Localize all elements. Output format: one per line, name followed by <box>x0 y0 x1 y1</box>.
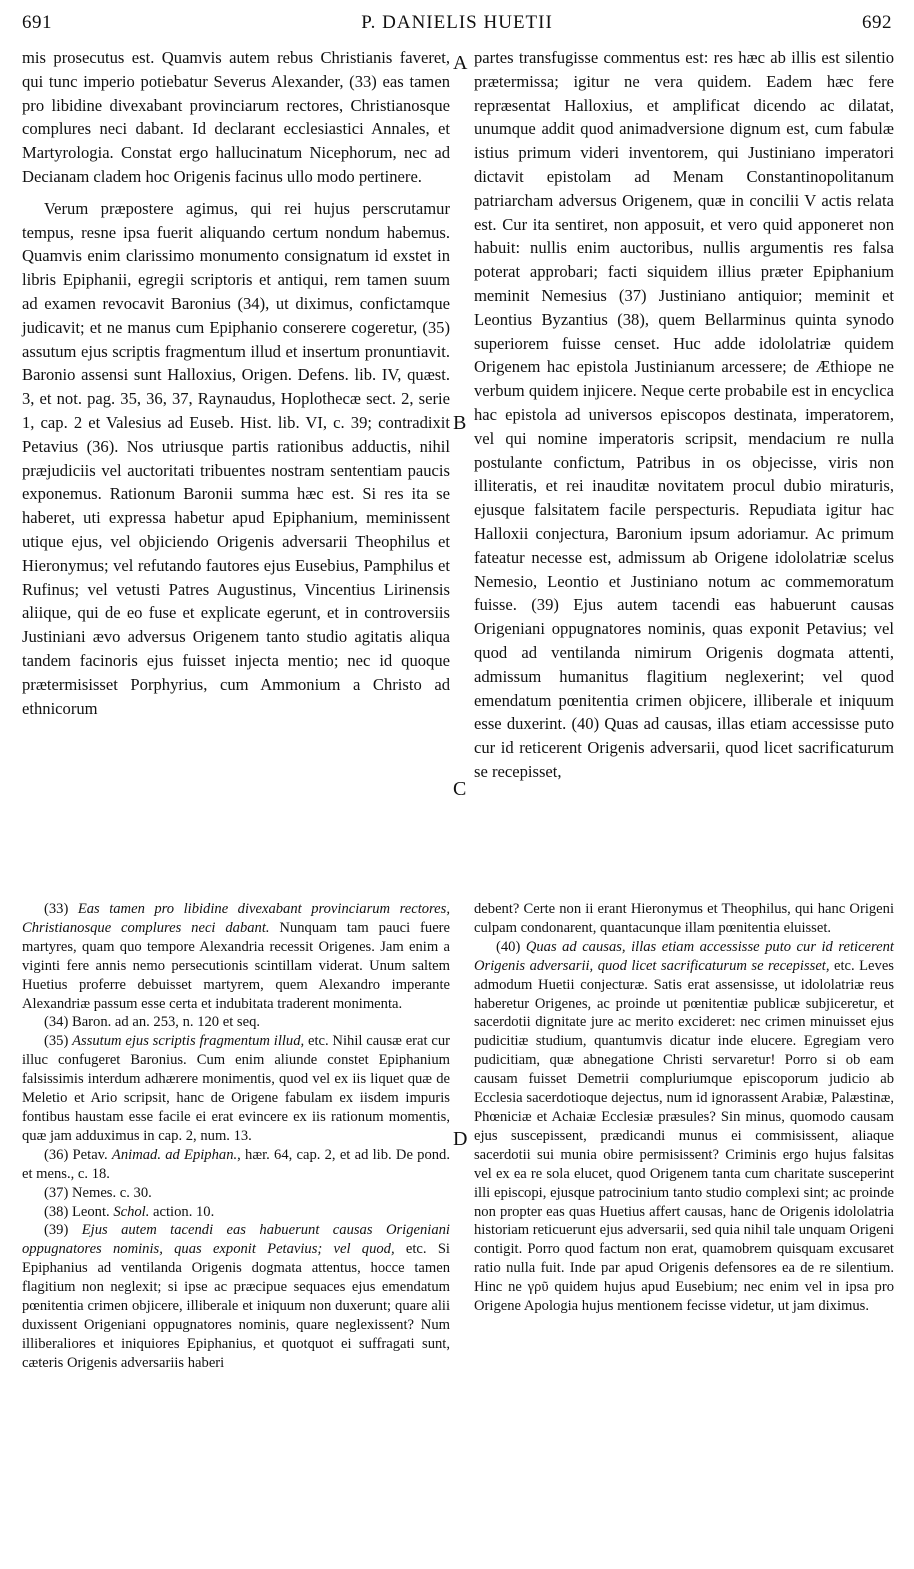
right-text-column <box>474 46 894 784</box>
footnote-37: (37) Nemes. c. 30. <box>44 1184 152 1201</box>
footnote-34: (34) Baron. ad an. 253, n. 120 et seq. <box>44 1014 261 1031</box>
left-footnotes <box>22 900 450 1373</box>
footnote-39: (39) Ejus autem tacendi eas habuerunt causas Origeniani oppugnatores nominis, quas exponit Petavius; vel quod, etc. Si Epiphanius ad ventilanda Origenis dogmata attentus, hocce tamen flagitium non neglexit; si ipse ac præcipue sequaces ejus emendatum pœnitentia crimen objicere, illiberale et iniquum non duxerunt; quare alii duxissent Origeniani oppugnatores nominis, quare neglexissent? Num illiberaliores et iniquiores Epiphanius, et quotquot ei suffragati sunt, cæteris Origenis adversariis haberi <box>22 1222 450 1371</box>
margin-letter-a: A <box>453 52 468 74</box>
footnote-40: (40) Quas ad causas, illas etiam accessisse puto cur id reticerent Origenis adversarii, quod licet sacrificaturum se recepisset, etc. Leves admodum Huetii conjecturæ. Satis erat assensisse, ut idololatriæ reus haberetur Origenes, ac proinde ut pœnitentiæ publicæ subjiceretur, et sacerdotii dignitate jure ac merito excideret: nec crimen minuisset ejus pudicitiæ studium, quantumvis dicatur inde elucere. Egregiam vero pudicitiam, quæ abnegatione Christi servaretur! Porro si ob eam causam fuisset Demetrii compluriumque episcoporum judicio ab Ecclesia sacerdotioque dejectus, num id ignorassent Arabiæ, Palæstinæ, Phœniciæ et Achaiæ Ecclesiæ præsules? Sin minus, quomodo causam ejus suscepissent, prædicandi munus ei commisissent, aliaque sacerdotii sui munia obire permisissent? Criminis ergo hujus falsitas vel ex ea re sola elucet, quod Origenem tanta cum charitate susceperint illi episcopi, ejusque patrocinium tanto studio complexi sint; ac proinde non propter eas quas Huetius affert causas, hanc de Origenis idololatria historiam reticuerunt ejus adversarii, sed quia nihil tale unquam Origeni contigit. Porro quod factum non erat, quamobrem quisquam excusaret ratio nulla fuit. Inde par apud Origenis defensores ea de re silentium. Hinc ne γρῦ quidem hujus apud Eusebium; nec enim vel in ipsa pro Origene Apologia hujus mentionem fecisse videtur, ut jam diximus. <box>474 938 894 1315</box>
margin-letter-b: B <box>453 412 467 434</box>
page-number-right: 692 <box>862 12 892 33</box>
right-paragraph-1: partes transfugisse commentus est: res hæc ab illis est silentio prætermissa; igitur ne vera quidem. Eadem hæc fere repræsentat Halloxius, et amplificat dicendo ac dilatat, unumque addit quod animadversione dignum est, cum fabulæ istius primum videri inventorem, qui Justiniano imperatori dictavit epistolam ad Menam Constantinopolitanum patriarcham adversus Origenem, quæ in concilii V actis relata est. Cur ita sentiret, non apposuit, et vero quid apponeret non habuit: nullis enim auctoribus, nullis argumentis res falsa poterat approbari; facti siquidem illius præter Epiphanium meminit Nemesius (37) Justiniano antiquior; meminit et Leontius Byzantius (38), quem Bellarminus quinta synodo superiorem fuisse censet. Huc adde idololatriæ quidem Origenem hac epistola Justinianum arcessere; de Æthiope ne verbum quidem injicere. Neque certe probabile est in encyclica hac epistola ad universos episcopos destinata, imperatorem, vel qui nomine imperatoris scripsit, mendacium re nulla postulante confictum, Patribus in os objecisse, viris non illiteratis, et rei inauditæ novitatem procul dubio miraturis, ejusque falsitatem facile perspecturis. Repudiata igitur hac Halloxii conjectura, Baronium ipsum adoriamur. Ac primum fateatur necesse est, admissum ab Origene idololatriæ scelus Nemesio, Leontio et Justiniano notum ac commemoratum fuisse. (39) Ejus autem tacendi eas habuerunt causas Origeniani oppugnatores nominis, quas exponit Petavius; vel quod ad ventilanda nimirum Origenis dogmata attenti, admissum humanitus flagitium neglexerint; vel quod emendatum pœnitentia crimen objicere, illiberale et iniquum esse duxerint. (40) Quas ad causas, illas etiam accessisse puto cur id reticerent Origenis adversarii, quod licet sacrificaturum se recepisset, <box>474 48 894 781</box>
running-title: P. DANIELIS HUETII <box>361 12 553 33</box>
footnote-38: (38) Leont. Schol. action. 10. <box>44 1203 215 1220</box>
margin-letter-c: C <box>453 778 467 800</box>
footnote-36: (36) Petav. Animad. ad Epiphan., hær. 64, cap. 2, et ad lib. De pond. et mens., c. 18. <box>22 1146 450 1182</box>
footnote-39-continued: debent? Certe non ii erant Hieronymus et Theophilus, qui hanc Origeni culpam condonarent, quantacunque illam pœnitentia eluisset. <box>474 901 894 936</box>
right-footnotes <box>474 900 894 1316</box>
left-paragraph-2: Verum præpostere agimus, qui rei hujus perscrutamur tempus, resne ipsa fuerit aliquando certum nondum habemus. Quamvis enim clarissimo monumento consignatum id exstet in libris Epiphanii, egregii scriptoris et antiqui, rem tamen suum ad examen revocavit Baronius (34), ut diximus, confictamque judicavit; et ne manus cum Epiphanio conserere cogeretur, (35) assutum ejus scriptis fragmentum illud et insertum pronuntiavit. Baronio assensi sunt Halloxius, Origen. Defens. lib. IV, quæst. 3, et not. pag. 35, 36, 37, Raynaudus, Hoplothecæ sect. 2, serie 1, cap. 2 et Valesius ad Euseb. Hist. lib. VI, c. 39; contradixit Petavius (36). Nos utriusque partis rationibus adductis, nihil præjudiciis vel auctoritati tribuentes nostram sententiam paucis exponemus. Rationum Baronii summa hæc est. Si res ita se haberet, uti expressa habetur apud Epiphanium, meminissent utique ejus, vel objiciendo Origenis adversarii Theophilus et Hieronymus; vel refutando fautores ejus Eusebius, Pamphilus et Rufinus; vel vetusti Patres Augustinus, Vincentius Lirinensis aliique, qui de eo fuse et explicate egerunt, et in controversiis Justiniani ævo adversus Origenem tanto studio agitatis aliqua tandem facinoris ejus fuisset injecta mentio; nec id quoque prætermisisset Porphyrius, cum Ammonium a Christo ad ethnicorum <box>22 198 450 718</box>
footnote-35: (35) Assutum ejus scriptis fragmentum illud, etc. Nihil causæ erat cur illuc confugeret Baronius. Cum enim aliunde constet Epiphanium falsissimis interdum adhærere monimentis, quod vel ex iis liquet quæ de Meletio et Ario scripsit, hanc de Origene fabulam ex iisdem impuris fontibus haustam esse facile ei erat evincere ex iis rationum momentis, quæ jam adduximus in cap. 2, num. 13. <box>22 1033 450 1144</box>
running-header <box>22 12 892 38</box>
page-number-left: 691 <box>22 12 52 33</box>
footnote-33: (33) Eas tamen pro libidine divexabant provinciarum rectores, Christianosque complures neci dabant. Nunquam tam pauci fuere martyres, quam quo tempore Alexandria recessit Origenes. Jam enim a viginti fere annis nemo persecutionis scintillam viderat. Unum saltem Huetius proferre debuisset martyrem, quem Alexandro imperante Alexandriæ passum esse certa et indubitata traderent monimenta. <box>22 901 451 1012</box>
left-paragraph-1: mis prosecutus est. Quamvis autem rebus Christianis faveret, qui tunc imperio potiebatur Severus Alexander, (33) eas tamen pro libidine divexabant provinciarum rectores, Christianosque complures neci dabant. Id declarant ecclesiastici Annales, et Martyrologia. Constat ergo hallucinatum Nicephorum, nec ad Decianam cladem hoc Origenis facinus ullo modo pertinere. <box>22 48 450 186</box>
margin-letter-d: D <box>453 1128 468 1150</box>
left-text-column <box>22 46 450 720</box>
